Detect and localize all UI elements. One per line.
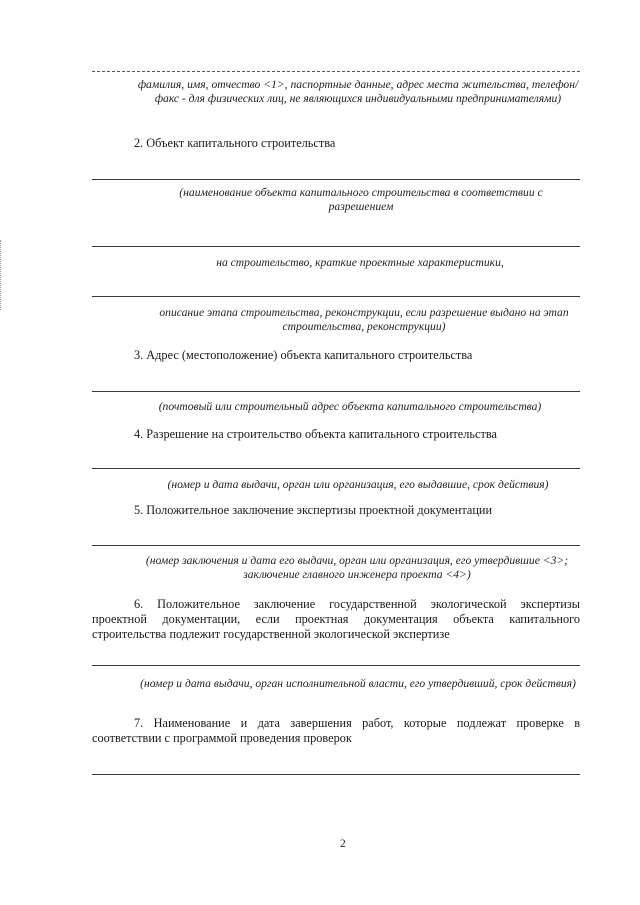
item-4-heading: 4. Разрешение на строительство объекта капитального строительства bbox=[134, 427, 497, 441]
item-6-caption: (номер и дата выдачи, орган исполнительной власти, его утвердивший, срок действия) bbox=[140, 677, 576, 690]
item-6-fill-line bbox=[92, 665, 580, 666]
scan-edge-mark bbox=[0, 240, 3, 310]
item-2-heading: 2. Объект капитального строительства bbox=[134, 136, 336, 150]
item-3-caption: (почтовый или строительный адрес объекта капитального строительства) bbox=[158, 400, 542, 413]
item-2-caption-3: описание этапа строительства, реконструкции, если разрешение выдано на этап строительства, реконструкции) bbox=[159, 306, 569, 333]
item-5-fill-line bbox=[92, 545, 580, 546]
applicant-caption: фамилия, имя, отчество <1>, паспортные данные, адрес места жительства, телефон/факс - для физических лиц, не являющихся индивидуальными предпринимателями) bbox=[137, 78, 579, 105]
item-4-caption: (номер и дата выдачи, орган или организация, его выдавшие, срок действия) bbox=[167, 478, 549, 491]
item-6-heading: 6. Положительное заключение государственной экологической экспертизы проектной документации, если проектная документация объекта капитального строительства подлежит государственной экологической экспертизе bbox=[92, 597, 580, 641]
item-2-fill-line-2 bbox=[92, 246, 580, 247]
item-5-caption: (номер заключения и дата его выдачи, орган или организация, его утвердившие <3>; заключение главного инженера проекта <4>) bbox=[145, 554, 569, 581]
item-2-fill-line-3 bbox=[92, 296, 580, 297]
item-5-heading: 5. Положительное заключение экспертизы проектной документации bbox=[134, 503, 493, 517]
applicant-fill-line bbox=[92, 71, 580, 72]
page-number: 2 bbox=[340, 838, 346, 850]
item-7-heading: 7. Наименование и дата завершения работ, которые подлежат проверке в соответствии с программой проведения проверок bbox=[92, 716, 580, 745]
item-2-caption-2: на строительство, краткие проектные характеристики, bbox=[216, 256, 504, 269]
item-3-heading: 3. Адрес (местоположение) объекта капитального строительства bbox=[134, 348, 473, 362]
item-3-fill-line bbox=[92, 391, 580, 392]
item-2-fill-line-1 bbox=[92, 179, 580, 180]
item-2-caption-1: (наименование объекта капитального строительства в соответствии с разрешением bbox=[179, 186, 543, 213]
item-7-fill-line bbox=[92, 774, 580, 775]
item-4-fill-line bbox=[92, 468, 580, 469]
